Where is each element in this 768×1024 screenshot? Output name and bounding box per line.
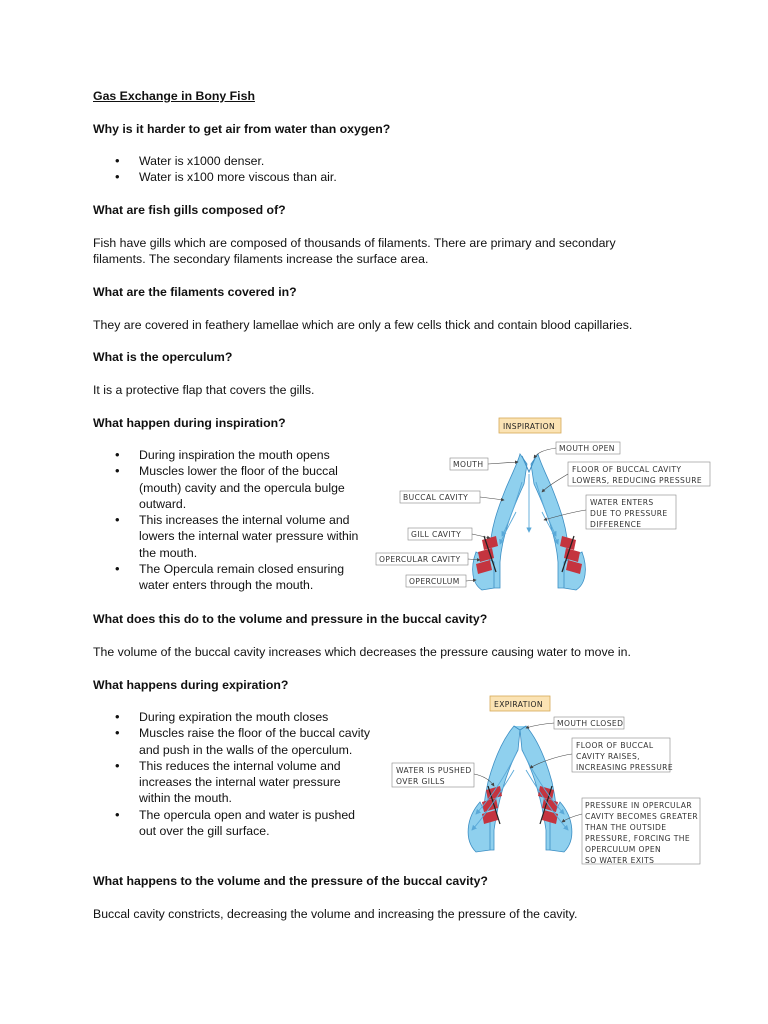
label-pressure-line-6: SO WATER EXITS (585, 856, 655, 865)
label-pressure-line-3: THAN THE OUTSIDE (585, 823, 667, 832)
answer-2-line-1: Fish have gills which are composed of thousands of filaments. There are primary and secondary (93, 236, 616, 250)
answer-8: Buccal cavity constricts, decreasing the volume and increasing the pressure of the cavity. (93, 907, 578, 921)
inspiration-title: INSPIRATION (503, 422, 556, 431)
inspiration-diagram (372, 412, 717, 598)
question-8: What happens to the volume and the pressure of the buccal cavity? (93, 874, 488, 888)
label-pressure-line-5: OPERCULUM OPEN (585, 845, 662, 854)
question-5: What happen during inspiration? (93, 416, 286, 430)
list-item: • Water is x1000 denser. (93, 153, 337, 169)
label-mouth: MOUTH (453, 460, 484, 469)
answer-3: They are covered in feathery lamellae which are only a few cells thick and contain blood capillaries. (93, 318, 633, 332)
label-mouth-open: MOUTH OPEN (559, 444, 615, 453)
list-item: • Water is x100 more viscous than air. (93, 169, 337, 185)
question-4: What is the operculum? (93, 350, 233, 364)
label-water-line-3: DIFFERENCE (590, 520, 642, 529)
label-water-line-2: DUE TO PRESSURE (590, 509, 668, 518)
expiration-title: EXPIRATION (494, 700, 543, 709)
list-item: • The Opercula remain closed ensuring water enters through the mouth. (93, 561, 373, 594)
expiration-diagram (390, 690, 710, 870)
list-item: • Muscles raise the floor of the buccal cavity and push in the walls of the operculum. (93, 725, 373, 758)
label-pressure-line-4: PRESSURE, FORCING THE (585, 834, 691, 843)
list-item: • During inspiration the mouth opens (93, 447, 373, 463)
label-floor-line-2: LOWERS, REDUCING PRESSURE (572, 476, 703, 485)
list-item: • This increases the internal volume and lowers the internal water pressure within the mouth. (93, 512, 373, 561)
list-item: • The opercula open and water is pushed out over the gill surface. (93, 807, 373, 840)
label-floor-line-3: INCREASING PRESSURE (576, 763, 674, 772)
answer-5-list (93, 447, 373, 594)
answer-6: The volume of the buccal cavity increases which decreases the pressure causing water to move in. (93, 645, 631, 659)
label-opercular-cavity: OPERCULAR CAVITY (379, 555, 461, 564)
question-2: What are fish gills composed of? (93, 203, 286, 217)
answer-7-list (93, 709, 373, 839)
label-buccal-cavity: BUCCAL CAVITY (403, 493, 469, 502)
label-floor-line-1: FLOOR OF BUCCAL CAVITY (572, 465, 682, 474)
question-7: What happens during expiration? (93, 678, 289, 692)
list-item: • This reduces the internal volume and increases the internal water pressure within the mouth. (93, 758, 373, 807)
label-pressure-line-2: CAVITY BECOMES GREATER (585, 812, 699, 821)
list-item: • During expiration the mouth closes (93, 709, 373, 725)
question-1: Why is it harder to get air from water than oxygen? (93, 122, 391, 136)
label-operculum: OPERCULUM (409, 577, 460, 586)
answer-4: It is a protective flap that covers the gills. (93, 383, 315, 397)
label-floor-line-1: FLOOR OF BUCCAL (576, 741, 654, 750)
question-6: What does this do to the volume and pressure in the buccal cavity? (93, 612, 488, 626)
answer-2-line-2: filaments. The secondary filaments increase the surface area. (93, 252, 429, 266)
page-title: Gas Exchange in Bony Fish (93, 89, 255, 103)
label-mouth-closed: MOUTH CLOSED (557, 719, 624, 728)
label-water-line-1: WATER IS PUSHED (396, 766, 472, 775)
list-item: • Muscles lower the floor of the buccal (mouth) cavity and the opercula bulge outward. (93, 463, 373, 512)
answer-1-list (93, 153, 337, 186)
label-gill-cavity: GILL CAVITY (411, 530, 462, 539)
label-water-line-1: WATER ENTERS (590, 498, 654, 507)
question-3: What are the filaments covered in? (93, 285, 297, 299)
label-water-line-2: OVER GILLS (396, 777, 445, 786)
label-pressure-line-1: PRESSURE IN OPERCULAR (585, 801, 693, 810)
label-floor-line-2: CAVITY RAISES, (576, 752, 640, 761)
